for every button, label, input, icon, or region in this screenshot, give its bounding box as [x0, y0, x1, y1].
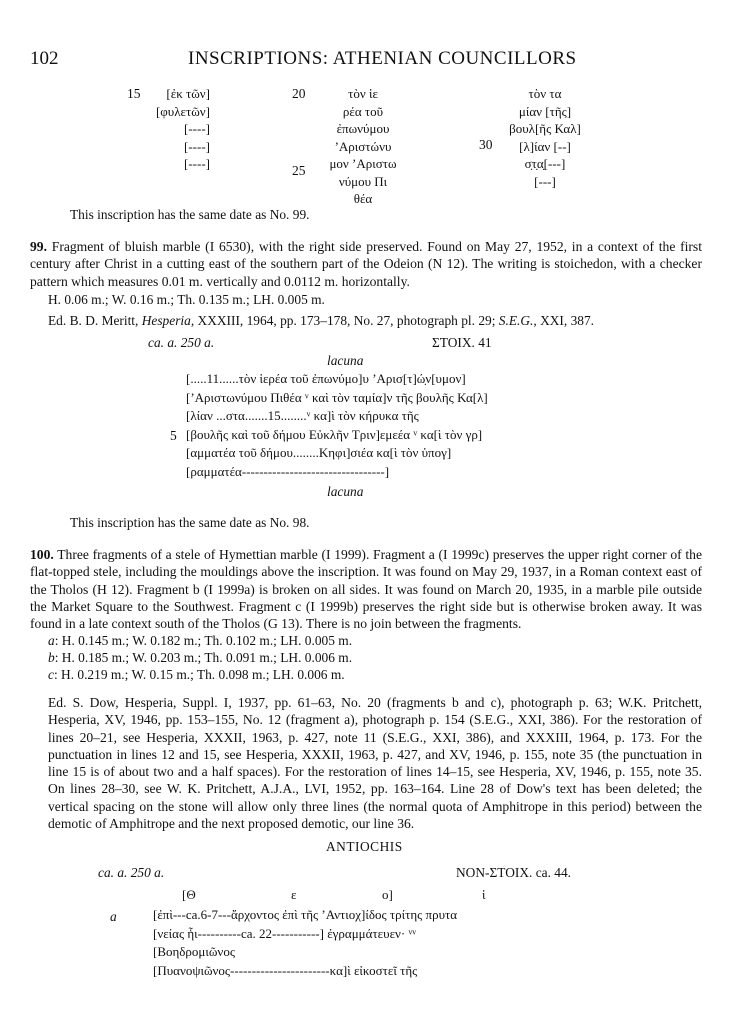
entry-99-stoichedon: ΣΤΟΙΧ. 41 — [432, 335, 492, 350]
entry-100-date: ca. a. 250 a. — [98, 865, 165, 880]
fragment-c-dimensions: c: H. 0.219 m.; W. 0.15 m.; Th. 0.098 m.; LH. 0.006 m. — [48, 667, 345, 682]
text-column-3: τὸν τα μίαν [τῆς] βουλ[ῆς Καλ] [λ]ίαν [--] σ̣τ̣α̣[---] [---] — [509, 86, 581, 189]
text-column-2: τὸν ἱε ρέα τοῦ ἐπωνύμου ʼΑριστώνυ μον ʼΑριστω νύμου Πι θέα — [329, 86, 397, 206]
entry-99-date: ca. a. 250 a. — [148, 335, 215, 350]
entry-100-stoichedon: NON-ΣΤΟΙΧ. ca. 44. — [456, 865, 572, 880]
lacuna-label: lacuna — [327, 353, 364, 368]
section-title: ANTIOCHIS — [326, 839, 403, 854]
line-number: 25 — [292, 163, 306, 178]
running-title: INSCRIPTIONS: ATHENIAN COUNCILLORS — [188, 48, 577, 69]
entry-100-editions: Ed. S. Dow, Hesperia, Suppl. I, 1937, pp. 61–63, No. 20 (fragments b and c), photograph p. 63; W.K. Pritchett, Hesperia, XV, 1946, pp. 153–155, No. 12 (fragment a), photograph p. 154 (S.E.G., XXI, 386). For the restoration of lines 20–21, see Hesperia, XXXII, 1963, p. 427, note 11 (S.E.G., XXI, 386), and XXXIII, 1964, p. 173. For the punctuation in lines 12 and 15, see Hesperia, XXXII, 1963, p. 427, and XV, 1946, p. 155, note 35 (the punctuation in line 15 is of about two and a half spaces). For the restoration of lines 14–15, see Hesperia, XV, 1946, p. 155, note 35. On lines 28–30, see W. K. Pritchett, A.J.A., LVI, 1952, pp. 163–164. Line 28 of Dow's text has been deleted; the vertical spacing on the stone will allow only three lines (the normal quota of Amphitrope in this period) between the demotic of Amphitrope and the next proposed demotic, our line 36. — [48, 695, 702, 832]
text-column-1: [ἐκ τῶν] [φυλετῶν] [----] [----] [----] — [155, 86, 210, 171]
entry-99-inscription: [.....11......τὸν ἱερέα τοῦ ἐπωνύμο]υ ʼΑρισ[τ]ώ̣ν[υμον] [ʼΑριστωνύμου Πιθέα ᵛ καὶ τὸν ταμία]ν τῆς βουλῆς Κα[λ] [λίαν ...στα.......15........ᵛ κα]ὶ τὸν κήρυκα τῆς [βουλῆς καὶ τοῦ δήμου Εὐκλῆν Τριν]εμεέα ᵛ κα[ὶ τὸν γρ] [αμματέα τοῦ δήμου........Κηφι]σιέα κα[ὶ τὸν ὑπογ] [ραμματέα---------------------------------] — [186, 371, 488, 479]
heading-letter: ε — [291, 887, 297, 902]
lacuna-label: lacuna — [327, 484, 364, 499]
fragment-b-dimensions: b: H. 0.185 m.; W. 0.203 m.; Th. 0.091 m.; LH. 0.006 m. — [48, 650, 353, 665]
page-number: 102 — [30, 48, 59, 69]
fragment-label: a — [110, 909, 117, 924]
line-number: 20 — [292, 86, 306, 101]
line-number: 30 — [479, 137, 493, 152]
heading-letter: ἱ — [482, 887, 486, 902]
entry-99-description: 99. Fragment of bluish marble (I 6530), with the right side preserved. Found on May 27, 1952, in a context of the first century after Christ in a cutting east of the southern part of the Odeion (N 12). The writing is stoichedon, with a checker pattern which measures 0.01 m. vertically and 0.0112 m. horizontally. — [30, 239, 703, 289]
date-note: This inscription has the same date as No. 99. — [70, 207, 310, 222]
entry-100-inscription: [ἐπὶ---ca.6-7---ἄρχοντος ἐπὶ τῆς ʼΑντιοχ]ίδος τρίτης πρυτα [νείας ἧι----------ca. 22-----------] ἐγραμμάτευεν· ᵛᵛ [Βοηδρομιῶνος [Πυανοψιῶνος-----------------------κα]ὶ εἰκοστεῖ τῆς — [153, 907, 458, 978]
entry-99-dimensions: H. 0.06 m.; W. 0.16 m.; Th. 0.135 m.; LH. 0.005 m. — [48, 292, 325, 307]
entry-99-edition: Ed. B. D. Meritt, Hesperia, XXXIII, 1964, pp. 173–178, No. 27, photograph pl. 29; S.E.G., XXI, 387. — [48, 313, 595, 328]
line-number: 5 — [170, 428, 177, 443]
fragment-a-dimensions: a: H. 0.145 m.; W. 0.182 m.; Th. 0.102 m.; LH. 0.005 m. — [48, 633, 353, 648]
entry-100-description: 100. Three fragments of a stele of Hymettian marble (I 1999). Fragment a (I 1999c) preserves the upper right corner of the flat-topped stele, including the mouldings above the inscription. It was found on May 29, 1937, in a Roman context east of the Tholos (H 12). Fragment b (I 1999a) is broken on all sides. It was found on March 20, 1935, in a marble pile outside the Market Square to the Southwest. Fragment c (I 1999b) preserves the right side but is otherwise broken away. It was found in a late context south of the Tholos (G 13). There is no join between the fragments. — [30, 547, 703, 632]
heading-letter: [Θ — [182, 887, 196, 902]
date-note: This inscription has the same date as No. 98. — [70, 515, 310, 530]
line-number: 15 — [127, 86, 141, 101]
heading-letter: ο] — [382, 887, 393, 902]
